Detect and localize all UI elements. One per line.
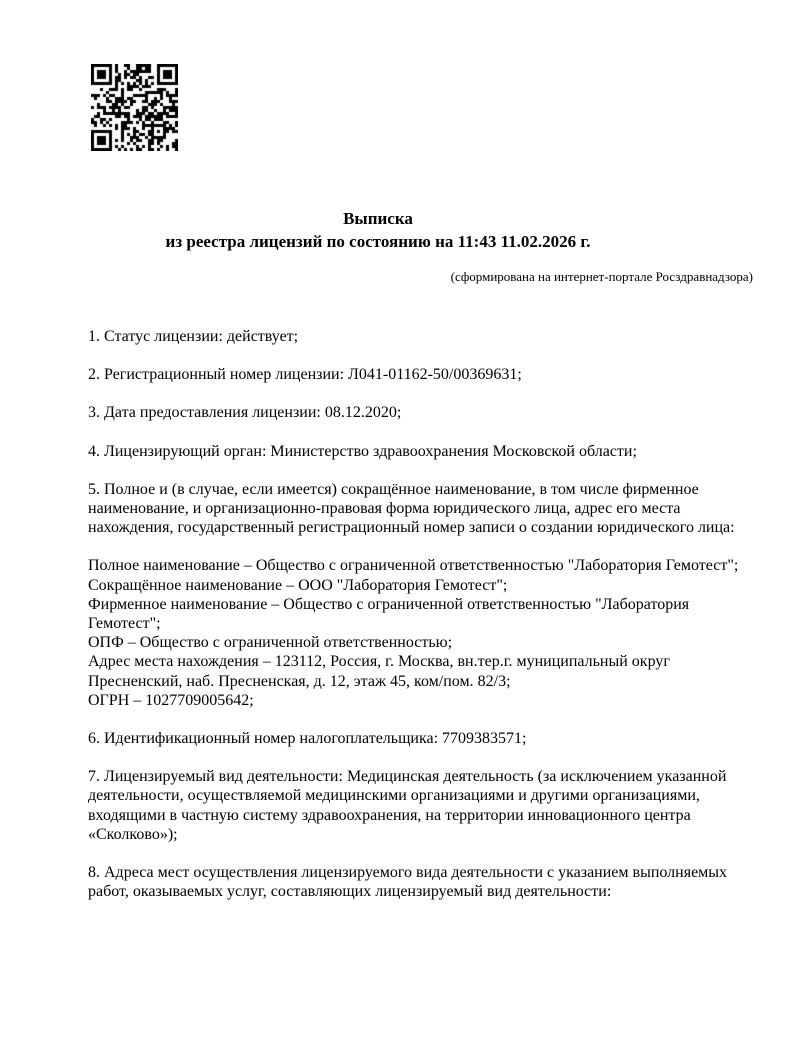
document-subtitle: (сформирована на интернет-портале Росздравнадзора) xyxy=(450,269,753,284)
text-line: 3. Дата предоставления лицензии: 08.12.2020; xyxy=(88,404,402,422)
paragraph-licensing-authority xyxy=(88,442,788,461)
title-line-2: из реестра лицензий по состоянию на 11:43 11.02.2026 г. xyxy=(165,232,591,251)
document-body xyxy=(88,327,788,920)
text-line: Фирменное наименование – Общество с ограниченной ответственностью "Лаборатория xyxy=(88,595,690,613)
text-line: 4. Лицензирующий орган: Министерство здравоохранения Московской области; xyxy=(88,442,637,460)
text-line: 6. Идентификационный номер налогоплательщика: 7709383571; xyxy=(88,730,527,748)
text-line: 1. Статус лицензии: действует; xyxy=(88,328,299,345)
qr-code xyxy=(91,64,178,151)
document-title xyxy=(88,207,668,253)
title-line-1: Выписка xyxy=(343,209,413,228)
text-line: деятельности, осуществляемой медицинскими организациями и другими организациями, xyxy=(88,787,700,805)
text-line: нахождения, государственный регистрационный номер записи о создании юридического лица: xyxy=(88,519,735,537)
paragraph-activity-addresses-intro xyxy=(88,863,788,901)
paragraph-organization-naming-intro xyxy=(88,480,788,538)
text-line: ОГРН – 1027709005642; xyxy=(88,691,254,709)
paragraph-taxpayer-id xyxy=(88,729,788,748)
text-line: Сокращённое наименование – ООО "Лаборатория Гемотест"; xyxy=(88,576,508,594)
text-line: Адрес места нахождения – 123112, Россия, г. Москва, вн.тер.г. муниципальный округ xyxy=(88,653,670,671)
paragraph-organization-details xyxy=(88,556,788,710)
text-line: «Сколково»); xyxy=(88,825,178,843)
text-line: 8. Адреса мест осуществления лицензируемого вида деятельности с указанием выполняемых xyxy=(88,864,728,882)
text-line: работ, оказываемых услуг, составляющих лицензируемый вид деятельности: xyxy=(88,883,612,901)
text-line: наименование, и организационно-правовая форма юридического лица, адрес его места xyxy=(88,500,681,518)
paragraph-license-status xyxy=(88,327,788,346)
text-line: 5. Полное и (в случае, если имеется) сокращённое наименование, в том числе фирменное xyxy=(88,480,699,498)
text-line: 2. Регистрационный номер лицензии: Л041-01162-50/00369631; xyxy=(88,366,522,384)
text-line: Гемотест"; xyxy=(88,615,161,633)
paragraph-license-registration-number xyxy=(88,365,788,384)
text-line: Полное наименование – Общество с ограниченной ответственностью "Лаборатория Гемотест"; xyxy=(88,557,739,575)
text-line: входящими в частную систему здравоохранения, на территории инновационного центра xyxy=(88,806,691,824)
text-line: 7. Лицензируемый вид деятельности: Медицинская деятельность (за исключением указанной xyxy=(88,768,727,786)
text-line: Пресненский, наб. Пресненская, д. 12, этаж 45, ком/пом. 82/3; xyxy=(88,672,511,690)
text-line: ОПФ – Общество с ограниченной ответственностью; xyxy=(88,634,453,652)
paragraph-licensed-activity-type xyxy=(88,767,788,844)
paragraph-license-grant-date xyxy=(88,403,788,422)
